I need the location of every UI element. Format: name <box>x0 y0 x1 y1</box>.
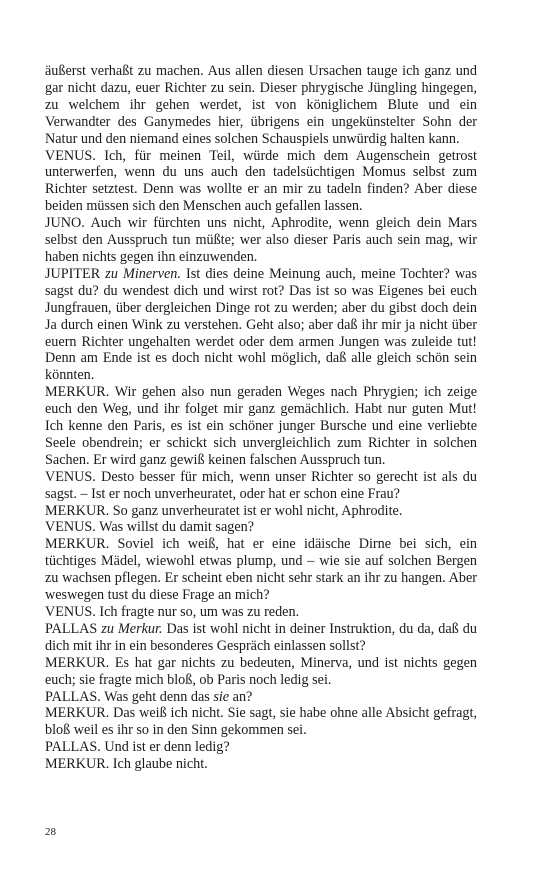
text-run: PALLAS. Und ist er denn ledig? <box>45 739 230 756</box>
stage-direction: zu Minerven. <box>105 265 181 282</box>
text-run: MERKUR. Wir gehen also nun geraden Weges nach Phrygien; ich zeige euch den Weg, und ihr folget mir ganz gemächlich. Habt nur guten Mut! Ich kenne den Paris, es ist ein schöner junger Bursche und eine verliebte Seele obendrein; er schickt sich unvergleichlich zum Richter in solchen Sachen. Er wird ganz gewiß keinen falschen Ausspruch tun. <box>45 384 477 468</box>
text-run: VENUS. Ich fragte nur so, um was zu reden. <box>45 604 300 620</box>
stage-direction: zu Merkur. <box>101 620 163 637</box>
text-run: MERKUR. Soviel ich weiß, hat er eine idäische Dirne bei sich, ein tüchtiges Mädel, wiewohl etwas plump, und – wie sie auf solchen Bergen zu wachsen pflegen. Er scheint eben nicht sehr stark an ihr zu hangen. Aber weswegen tust du diese Frage an mich? <box>45 536 477 604</box>
text-run: äußerst verhaßt zu machen. Aus allen diesen Ursachen tauge ich ganz und gar nicht dazu, euer Richter zu sein. Dieser phrygische Jüngling hingegen, zu welchem ihr gehen werdet, ist von königlichem Blute und ein Verwandter des Ganymedes hier, übrigens ein ungekünstelter Sohn der Natur und den niemand eines solchen Schauspiels unwürdig halten kann. <box>45 63 477 147</box>
text-run: VENUS. Was willst du damit sagen? <box>45 519 255 536</box>
text-run: Das ist wohl nicht in deiner Instruktion, du da, daß du dich mit ihr in ein besonderes Gespräch einlassen sollst? <box>45 620 477 654</box>
text-run: JUPITER <box>45 265 106 282</box>
stage-direction: sie <box>213 688 230 705</box>
text-run: MERKUR. So ganz unverheuratet ist er wohl nicht, Aphrodite. <box>45 502 403 519</box>
paragraph <box>45 215 477 266</box>
text-run: JUNO. Auch wir fürchten uns nicht, Aphrodite, wenn gleich dein Mars selbst den Ausspruch tun müßte; wer also dieser Paris auch sein mag, wir haben nichts gegen ihn einzuwenden. <box>45 215 477 265</box>
paragraph <box>45 469 477 503</box>
paragraph <box>45 536 477 604</box>
paragraph <box>45 756 477 773</box>
text-run: PALLAS <box>45 620 102 637</box>
paragraph <box>45 689 477 706</box>
paragraph <box>45 739 477 756</box>
text-run: MERKUR. Das weiß ich nicht. Sie sagt, sie habe ohne alle Absicht gefragt, bloß weil es ihr so in den Sinn gekommen sei. <box>45 705 477 739</box>
text-run: VENUS. Desto besser für mich, wenn unser Richter so gerecht ist als du sagst. – Ist er noch unverheuratet, oder hat er schon eine Frau? <box>45 468 477 502</box>
paragraph <box>45 705 477 739</box>
text-run: PALLAS. Was geht denn das <box>45 688 214 705</box>
page-number: 28 <box>45 826 56 838</box>
text-run: VENUS. Ich, für meinen Teil, würde mich dem Augenschein getrost unterwerfen, wenn du uns auch den tadelsüchtigen Momus selbst zum Richter setztest. Denn was wollte er an mir zu tadeln finden? Aber diese beiden müssen sich den Menschen auch gefallen lassen. <box>45 147 477 215</box>
paragraph <box>45 384 477 469</box>
paragraph <box>45 604 477 621</box>
paragraph <box>45 519 477 536</box>
paragraph <box>45 503 477 520</box>
page-text <box>45 63 477 773</box>
text-run: an? <box>229 688 253 705</box>
paragraph <box>45 63 477 148</box>
text-run: MERKUR. Es hat gar nichts zu bedeuten, Minerva, und ist nichts gegen euch; sie fragte mich bloß, ob Paris noch ledig sei. <box>45 654 477 688</box>
paragraph <box>45 655 477 689</box>
text-run: MERKUR. Ich glaube nicht. <box>45 756 208 773</box>
paragraph <box>45 148 477 216</box>
paragraph <box>45 266 477 384</box>
text-run: Ist dies deine Meinung auch, meine Tochter? was sagst du? du wendest dich und wirst rot? Das ist so was Eigenes bei euch Jungfrauen, über dergleichen Dinge rot zu werden; aber du gibst doch dein Ja durch einen Wink zu verstehen. Geht also; aber daß ihr mir ja nicht über euern Richter ungehalten werdet oder dem armen Jungen was zuleide tut! Denn am Ende ist es doch nicht wohl möglich, daß alle gleich schön sein könnten. <box>45 265 478 384</box>
paragraph <box>45 621 477 655</box>
